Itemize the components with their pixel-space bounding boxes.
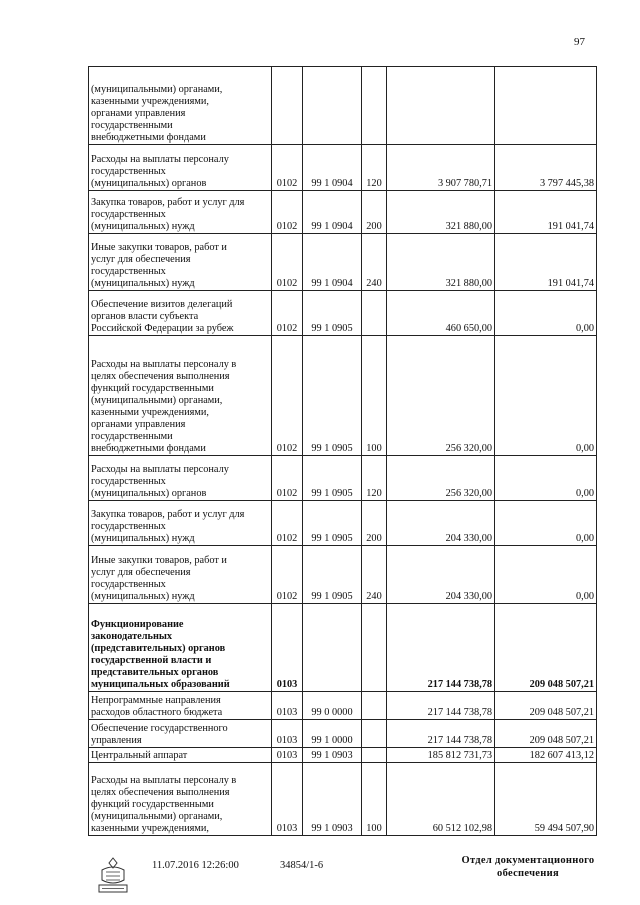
cell-article-code: 99 1 0905: [303, 456, 362, 501]
cell-expense-type: 120: [362, 456, 387, 501]
table-row: [89, 604, 597, 692]
cell-amount-planned: 460 650,00: [387, 291, 495, 336]
cell-amount-executed: 182 607 413,12: [495, 748, 597, 763]
table-row: [89, 546, 597, 604]
cell-amount-executed: 3 797 445,38: [495, 145, 597, 191]
cell-description: Расходы на выплаты персоналу государственных (муниципальных) органов: [89, 456, 272, 501]
cell-description: Функционирование законодательных (представительных) органов государственной власти и представительных органов муниципальных образований: [89, 604, 272, 692]
cell-article-code: [303, 67, 362, 145]
cell-amount-executed: [495, 67, 597, 145]
cell-amount-executed: 59 494 507,90: [495, 763, 597, 836]
table-row: [89, 336, 597, 456]
cell-section-code: 0102: [272, 291, 303, 336]
budget-table-body: [89, 67, 597, 836]
cell-expense-type: 240: [362, 546, 387, 604]
stamp-line-1: Отдел документационного: [461, 855, 595, 866]
cell-expense-type: 200: [362, 501, 387, 546]
table-row: [89, 763, 597, 836]
cell-amount-planned: 217 144 738,78: [387, 692, 495, 720]
cell-expense-type: [362, 67, 387, 145]
cell-amount-executed: 191 041,74: [495, 234, 597, 291]
cell-article-code: [303, 604, 362, 692]
table-row: [89, 748, 597, 763]
cell-amount-planned: 185 812 731,73: [387, 748, 495, 763]
cell-amount-executed: 209 048 507,21: [495, 604, 597, 692]
cell-amount-planned: 60 512 102,98: [387, 763, 495, 836]
cell-description: Закупка товаров, работ и услуг для государственных (муниципальных) нужд: [89, 501, 272, 546]
cell-description: Расходы на выплаты персоналу государственных (муниципальных) органов: [89, 145, 272, 191]
footer-datetime: 11.07.2016 12:26:00: [152, 860, 239, 871]
cell-expense-type: 100: [362, 336, 387, 456]
table-row: [89, 234, 597, 291]
cell-section-code: 0102: [272, 546, 303, 604]
cell-article-code: 99 1 0903: [303, 748, 362, 763]
cell-expense-type: [362, 291, 387, 336]
table-row: [89, 191, 597, 234]
cell-amount-planned: [387, 67, 495, 145]
cell-section-code: 0103: [272, 748, 303, 763]
cell-description: Расходы на выплаты персоналу в целях обеспечения выполнения функций государственными (муниципальными) органами, казенными учреждениями,: [89, 763, 272, 836]
cell-section-code: 0103: [272, 604, 303, 692]
cell-expense-type: 120: [362, 145, 387, 191]
table-row: [89, 501, 597, 546]
cell-section-code: 0103: [272, 692, 303, 720]
footer-document-number: 34854/1-6: [280, 860, 324, 871]
cell-section-code: 0102: [272, 501, 303, 546]
cell-section-code: 0103: [272, 763, 303, 836]
table-row: [89, 456, 597, 501]
cell-amount-executed: 0,00: [495, 336, 597, 456]
cell-amount-planned: 3 907 780,71: [387, 145, 495, 191]
cell-article-code: 99 1 0904: [303, 234, 362, 291]
cell-article-code: 99 1 0000: [303, 720, 362, 748]
cell-expense-type: [362, 720, 387, 748]
emblem-icon: [96, 856, 130, 894]
cell-amount-executed: 209 048 507,21: [495, 720, 597, 748]
cell-amount-planned: 256 320,00: [387, 336, 495, 456]
page-footer: [0, 852, 640, 902]
cell-expense-type: 200: [362, 191, 387, 234]
cell-description: Иные закупки товаров, работ и услуг для обеспечения государственных (муниципальных) нужд: [89, 234, 272, 291]
cell-expense-type: [362, 604, 387, 692]
cell-section-code: 0103: [272, 720, 303, 748]
cell-description: Обеспечение государственного управления: [89, 720, 272, 748]
cell-article-code: 99 1 0905: [303, 501, 362, 546]
cell-amount-planned: 256 320,00: [387, 456, 495, 501]
cell-amount-planned: 217 144 738,78: [387, 720, 495, 748]
cell-article-code: 99 1 0905: [303, 546, 362, 604]
cell-expense-type: [362, 692, 387, 720]
table-row: [89, 67, 597, 145]
department-stamp: [448, 854, 608, 880]
cell-expense-type: 240: [362, 234, 387, 291]
cell-expense-type: [362, 748, 387, 763]
cell-article-code: 99 1 0905: [303, 291, 362, 336]
cell-amount-planned: 204 330,00: [387, 546, 495, 604]
stamp-line-2: обеспечения: [497, 868, 559, 879]
cell-description: Центральный аппарат: [89, 748, 272, 763]
cell-description: (муниципальными) органами, казенными учреждениями, органами управления государственными внебюджетными фондами: [89, 67, 272, 145]
cell-section-code: 0102: [272, 145, 303, 191]
table-row: [89, 692, 597, 720]
cell-section-code: 0102: [272, 191, 303, 234]
cell-expense-type: 100: [362, 763, 387, 836]
page-number: 97: [574, 36, 585, 48]
cell-description: Иные закупки товаров, работ и услуг для обеспечения государственных (муниципальных) нужд: [89, 546, 272, 604]
cell-section-code: 0102: [272, 234, 303, 291]
cell-description: Обеспечение визитов делегаций органов власти субъекта Российской Федерации за рубеж: [89, 291, 272, 336]
cell-section-code: 0102: [272, 336, 303, 456]
table-row: [89, 291, 597, 336]
cell-description: Расходы на выплаты персоналу в целях обеспечения выполнения функций государственными (муниципальными) органами, казенными учреждениями, органами управления государственными внебюджетными фондами: [89, 336, 272, 456]
cell-amount-planned: 321 880,00: [387, 234, 495, 291]
cell-amount-executed: 0,00: [495, 546, 597, 604]
cell-section-code: 0102: [272, 456, 303, 501]
cell-article-code: 99 1 0904: [303, 145, 362, 191]
cell-description: Закупка товаров, работ и услуг для государственных (муниципальных) нужд: [89, 191, 272, 234]
cell-amount-executed: 209 048 507,21: [495, 692, 597, 720]
cell-amount-executed: 191 041,74: [495, 191, 597, 234]
cell-amount-executed: 0,00: [495, 291, 597, 336]
cell-amount-planned: 217 144 738,78: [387, 604, 495, 692]
table-row: [89, 720, 597, 748]
cell-article-code: 99 1 0904: [303, 191, 362, 234]
cell-section-code: [272, 67, 303, 145]
cell-article-code: 99 1 0905: [303, 336, 362, 456]
cell-article-code: 99 0 0000: [303, 692, 362, 720]
cell-article-code: 99 1 0903: [303, 763, 362, 836]
cell-amount-planned: 321 880,00: [387, 191, 495, 234]
cell-amount-executed: 0,00: [495, 456, 597, 501]
budget-table: [88, 66, 597, 836]
cell-amount-planned: 204 330,00: [387, 501, 495, 546]
cell-amount-executed: 0,00: [495, 501, 597, 546]
cell-description: Непрограммные направления расходов областного бюджета: [89, 692, 272, 720]
table-row: [89, 145, 597, 191]
